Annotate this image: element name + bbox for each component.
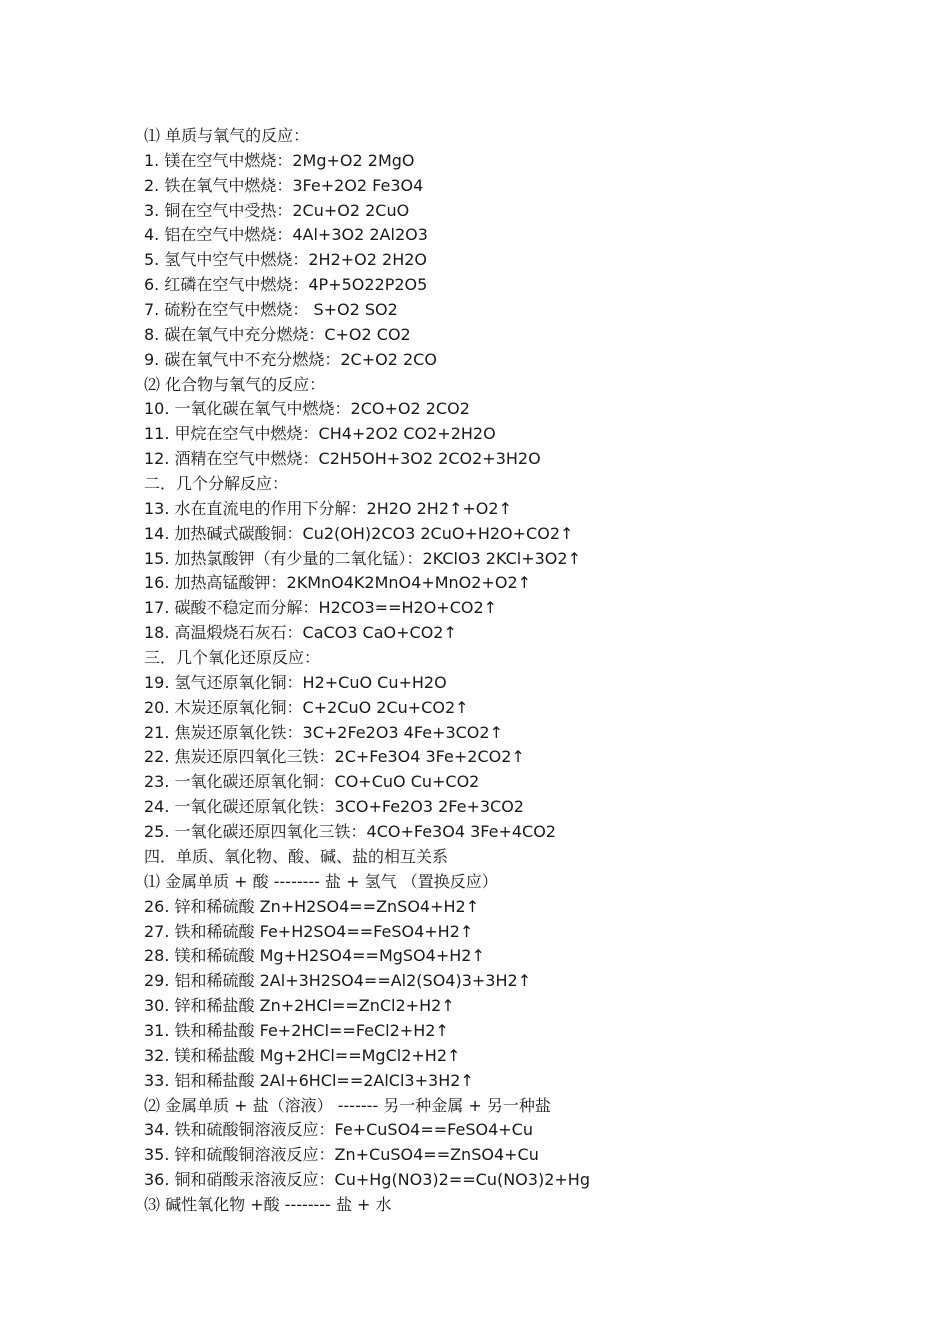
text-line: 6. 红磷在空气中燃烧：4P+5O22P2O5 [144,275,428,295]
text-line: 13. 水在直流电的作用下分解：2H2O 2H2↑+O2↑ [144,498,512,518]
text-line: 20. 木炭还原氧化铜：C+2CuO 2Cu+CO2↑ [144,697,469,717]
text-line: 四．单质、氧化物、酸、碱、盐的相互关系 [144,846,449,866]
document-body [144,124,864,1218]
text-line: ⑵ 金属单质 + 盐（溶液） ------- 另一种金属 + 另一种盐 [144,1095,551,1115]
text-line: 22. 焦炭还原四氧化三铁：2C+Fe3O4 3Fe+2CO2↑ [144,747,525,767]
text-line: 14. 加热碱式碳酸铜：Cu2(OH)2CO3 2CuO+H2O+CO2↑ [144,523,574,543]
text-line: 19. 氢气还原氧化铜：H2+CuO Cu+H2O [144,672,447,692]
text-line: 12. 酒精在空气中燃烧：C2H5OH+3O2 2CO2+3H2O [144,449,541,469]
text-line: 30. 锌和稀盐酸 Zn+2HCl==ZnCl2+H2↑ [144,996,455,1016]
text-line: 24. 一氧化碳还原氧化铁：3CO+Fe2O3 2Fe+3CO2 [144,797,524,817]
text-line: 16. 加热高锰酸钾：2KMnO4K2MnO4+MnO2+O2↑ [144,573,532,593]
text-line: 21. 焦炭还原氧化铁：3C+2Fe2O3 4Fe+3CO2↑ [144,722,503,742]
text-line: 11. 甲烷在空气中燃烧：CH4+2O2 CO2+2H2O [144,424,496,444]
text-line: 25. 一氧化碳还原四氧化三铁：4CO+Fe3O4 3Fe+4CO2 [144,822,556,842]
text-line: 三．几个氧化还原反应： [144,648,321,668]
text-line: 23. 一氧化碳还原氧化铜：CO+CuO Cu+CO2 [144,772,480,792]
text-line: ⑴ 单质与氧气的反应： [144,126,310,145]
text-line: ⑶ 碱性氧化物 +酸 -------- 盐 + 水 [144,1194,392,1214]
text-line: 17. 碳酸不稳定而分解：H2CO3==H2O+CO2↑ [144,598,498,618]
text-line: 8. 碳在氧气中充分燃烧：C+O2 CO2 [144,324,411,344]
text-line: 31. 铁和稀盐酸 Fe+2HCl==FeCl2+H2↑ [144,1020,449,1040]
text-line: 36. 铜和硝酸汞溶液反应：Cu+Hg(NO3)2==Cu(NO3)2+Hg [144,1170,590,1190]
text-line: 34. 铁和硫酸铜溶液反应：Fe+CuSO4==FeSO4+Cu [144,1120,533,1140]
text-line: 35. 锌和硫酸铜溶液反应：Zn+CuSO4==ZnSO4+Cu [144,1145,539,1165]
text-line: 4. 铝在空气中燃烧：4Al+3O2 2Al2O3 [144,225,428,245]
text-line: 32. 镁和稀盐酸 Mg+2HCl==MgCl2+H2↑ [144,1045,461,1065]
text-line: 27. 铁和稀硫酸 Fe+H2SO4==FeSO4+H2↑ [144,921,474,941]
text-line: 二．几个分解反应： [144,474,289,494]
text-line: 15. 加热氯酸钾（有少量的二氧化锰）：2KClO3 2KCl+3O2↑ [144,548,581,568]
text-line: 26. 锌和稀硫酸 Zn+H2SO4==ZnSO4+H2↑ [144,896,480,916]
text-line: 29. 铝和稀硫酸 2Al+3H2SO4==Al2(SO4)3+3H2↑ [144,971,532,991]
text-line: 7. 硫粉在空气中燃烧： S+O2 SO2 [144,300,398,320]
text-line: 2. 铁在氧气中燃烧：3Fe+2O2 Fe3O4 [144,175,424,195]
text-line: ⑴ 金属单质 + 酸 -------- 盐 + 氢气 （置换反应） [144,871,498,891]
text-line: 3. 铜在空气中受热：2Cu+O2 2CuO [144,200,410,220]
text-line: 5. 氢气中空气中燃烧：2H2+O2 2H2O [144,250,427,270]
text-line: 9. 碳在氧气中不充分燃烧：2C+O2 2CO [144,349,437,369]
text-line: ⑵ 化合物与氧气的反应： [144,374,326,394]
text-line: 10. 一氧化碳在氧气中燃烧：2CO+O2 2CO2 [144,399,470,419]
text-line: 28. 镁和稀硫酸 Mg+H2SO4==MgSO4+H2↑ [144,946,485,966]
text-line: 1. 镁在空气中燃烧：2Mg+O2 2MgO [144,150,415,170]
text-line: 33. 铝和稀盐酸 2Al+6HCl==2AlCl3+3H2↑ [144,1070,474,1090]
text-line: 18. 高温煅烧石灰石：CaCO3 CaO+CO2↑ [144,623,457,643]
